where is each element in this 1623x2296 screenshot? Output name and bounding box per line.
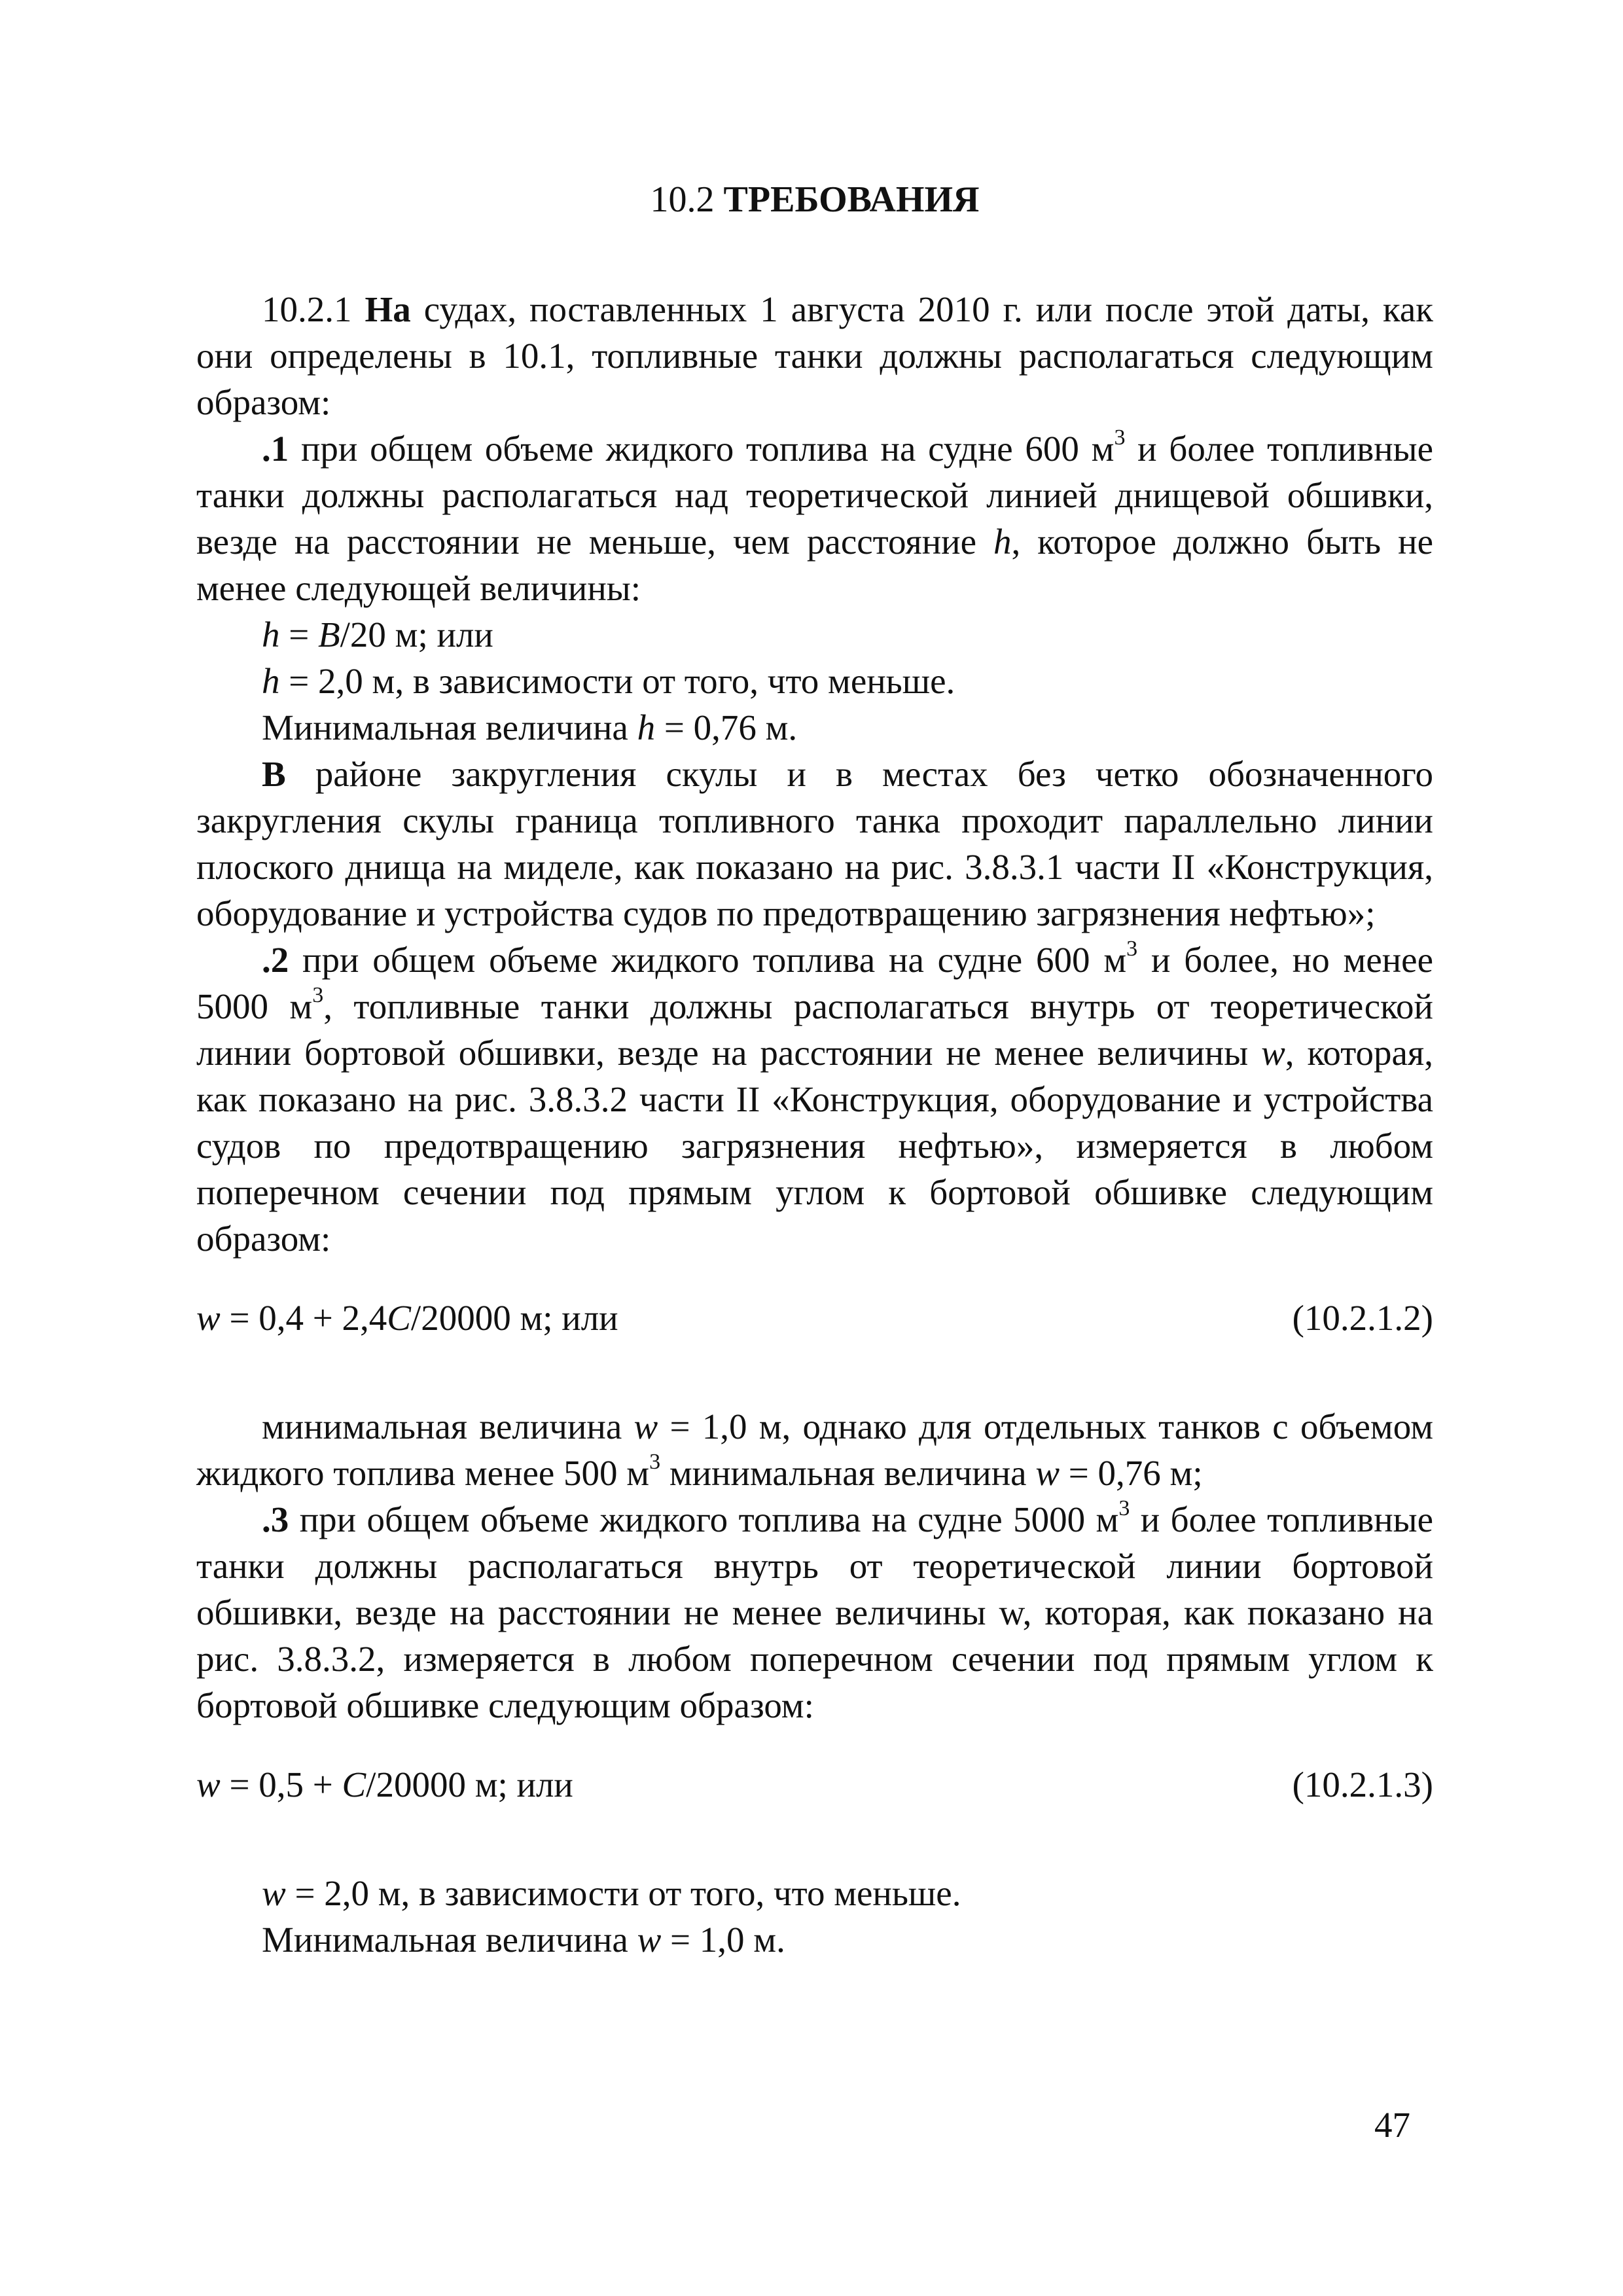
formula-eq: = xyxy=(279,615,319,655)
section-title: ТРЕБОВАНИЯ xyxy=(723,179,980,220)
minimum-w-paragraph xyxy=(196,1403,1433,1496)
spacer xyxy=(196,1808,1433,1870)
minimum-h-rest: = 0,76 м. xyxy=(655,708,798,747)
formula-w-2 xyxy=(196,1870,1433,1916)
min2-text-b: = 1,0 м, однако для отдельных танков с объемом жидкого топлива менее 500 м xyxy=(196,1407,1433,1493)
paragraph-10-2-1 xyxy=(196,286,1433,425)
spacer xyxy=(196,1341,1433,1403)
item-1-text-c: , которое должно быть не менее следующей величины: xyxy=(196,522,1433,608)
item-2-var: w xyxy=(1261,1033,1285,1073)
clause-bold-word: На xyxy=(365,289,411,329)
min2-text-a: минимальная величина xyxy=(262,1407,634,1446)
equation-10-2-1-2 xyxy=(196,1295,1433,1341)
equation-number: (10.2.1.2) xyxy=(1292,1298,1433,1338)
bilge-text: районе закругления скулы и в местах без четко обозначенного закругления скулы граница топливного танка проходит параллельно линии плоского днища на миделе, как показано на рис. 3.8.3.1 части II «Конструкция, оборудование и устройства судов по предотвращению загрязнения нефтью»; xyxy=(196,754,1433,933)
minimum-h xyxy=(196,704,1433,751)
item-2 xyxy=(196,937,1433,1262)
bilge-paragraph xyxy=(196,751,1433,937)
item-3-sup: 3 xyxy=(1118,1496,1130,1520)
item-1-var: h xyxy=(993,522,1012,562)
equation-10-2-1-2-expr xyxy=(196,1295,618,1341)
eq3-w-var: w xyxy=(196,1765,221,1804)
clause-text: судах, поставленных 1 августа 2010 г. или после этой даты, как они определены в 10.1, топливные танки должны располагаться следующим образом: xyxy=(196,289,1434,422)
formula-h-var: h xyxy=(262,615,280,655)
bilge-bold-letter: В xyxy=(262,754,286,794)
min2-var-2: w xyxy=(1035,1453,1060,1493)
minimum-w-rest: = 1,0 м. xyxy=(661,1920,785,1960)
equation-number: (10.2.1.3) xyxy=(1292,1765,1433,1804)
equation-10-2-1-3 xyxy=(196,1761,1433,1808)
min2-text-d: = 0,76 м; xyxy=(1060,1453,1203,1493)
eq3-c-var: C xyxy=(342,1765,366,1804)
eq3-part-a: = 0,5 + xyxy=(220,1765,342,1804)
min2-text-c: минимальная величина xyxy=(660,1453,1036,1493)
item-3-text-b: и более топливные танки должны располагаться внутрь от теоретической линии бортовой обшивки, везде на расстоянии не менее величины w, которая, как показано на рис. 3.8.3.2, измеряется в любом поперечном сечении под прямым углом к бортовой обшивке следующим образом: xyxy=(196,1499,1433,1725)
item-2-text-b: и более, но менее 5000 м xyxy=(196,940,1433,1026)
section-number: 10.2 xyxy=(650,179,715,220)
eq2-part-b: /20000 м; или xyxy=(410,1298,618,1338)
item-3 xyxy=(196,1496,1433,1729)
formula-w2-var: w xyxy=(262,1873,286,1913)
item-3-text-a: при общем объеме жидкого топлива на судне 5000 м xyxy=(289,1499,1119,1539)
item-2-label: .2 xyxy=(262,940,289,980)
page-number: 47 xyxy=(1374,2105,1410,2145)
eq2-c-var: C xyxy=(387,1298,411,1338)
min2-var-1: w xyxy=(633,1407,658,1446)
formula-h-b20 xyxy=(196,611,1433,658)
section-heading xyxy=(196,177,1433,223)
formula-h2-var: h xyxy=(262,661,280,701)
item-1-text-b: и более топливные танки должны располагаться над теоретической линией днищевой обшивки, везде на расстоянии не меньше, чем расстояние xyxy=(196,429,1433,562)
item-1 xyxy=(196,425,1433,611)
item-2-sup-1: 3 xyxy=(1126,936,1138,961)
formula-w2-rest: = 2,0 м, в зависимости от того, что меньше. xyxy=(285,1873,961,1913)
formula-h2-rest: = 2,0 м, в зависимости от того, что меньше. xyxy=(279,661,955,701)
minimum-h-var: h xyxy=(637,708,656,747)
formula-b-var: B xyxy=(318,615,340,655)
item-2-text-a: при общем объеме жидкого топлива на судне 600 м xyxy=(289,940,1127,980)
item-3-label: .3 xyxy=(262,1499,289,1539)
item-2-sup-2: 3 xyxy=(312,982,324,1007)
item-1-text-a: при общем объеме жидкого топлива на судне 600 м xyxy=(289,429,1115,469)
eq2-w-var: w xyxy=(196,1298,221,1338)
minimum-h-text: Минимальная величина xyxy=(262,708,637,747)
clause-number: 10.2.1 xyxy=(262,289,352,329)
eq2-part-a: = 0,4 + 2,4 xyxy=(220,1298,387,1338)
formula-h-2 xyxy=(196,658,1433,704)
item-1-label: .1 xyxy=(262,429,289,469)
minimum-w xyxy=(196,1916,1433,1963)
minimum-w-var: w xyxy=(637,1920,662,1960)
formula-h-rest: /20 м; или xyxy=(340,615,493,655)
min2-sup: 3 xyxy=(649,1449,661,1474)
equation-10-2-1-3-expr xyxy=(196,1761,573,1808)
item-2-text-d: , которая, как показано на рис. 3.8.3.2 части II «Конструкция, оборудование и устройства судов по предотвращению загрязнения нефтью», измеряется в любом поперечном сечении под прямым углом к бортовой обшивке следующим образом: xyxy=(196,1033,1433,1259)
eq3-part-b: /20000 м; или xyxy=(366,1765,573,1804)
document-page xyxy=(196,177,1433,1963)
item-1-sup: 3 xyxy=(1114,425,1126,450)
minimum-w-text: Минимальная величина xyxy=(262,1920,637,1960)
item-2-text-c: , топливные танки должны располагаться внутрь от теоретической линии бортовой обшивки, везде на расстоянии не менее величины xyxy=(196,986,1433,1073)
